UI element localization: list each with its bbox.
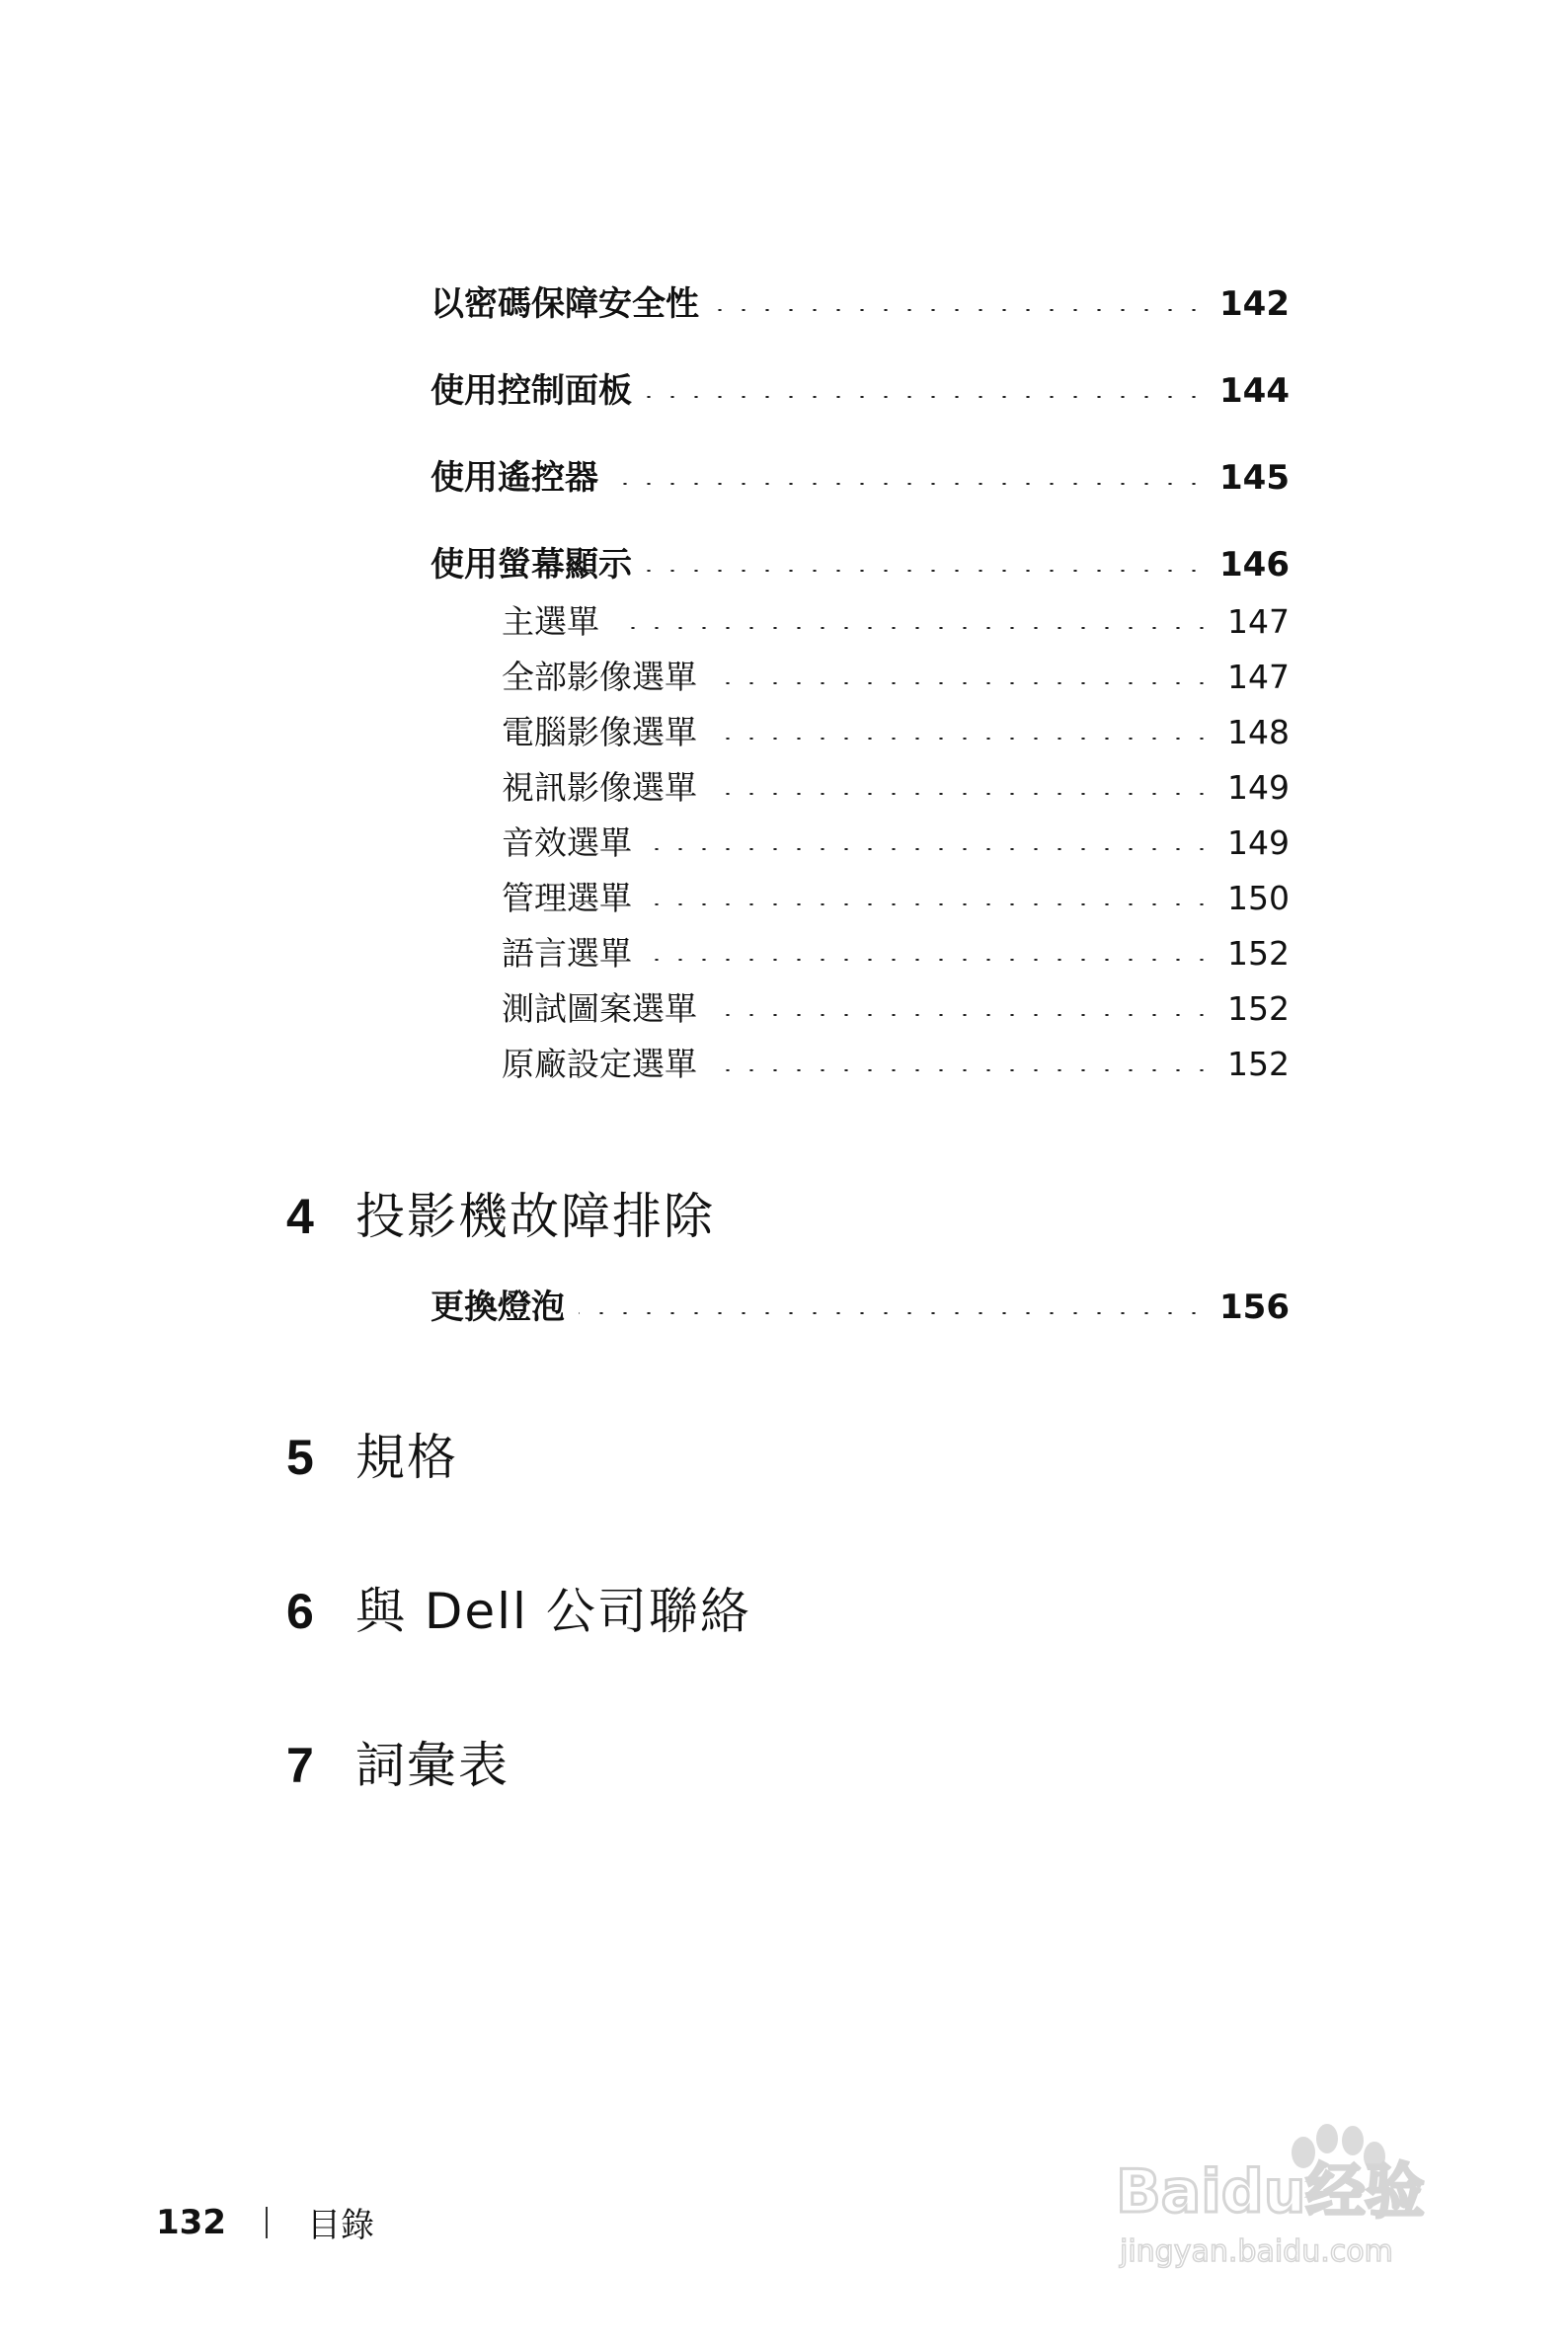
toc-subentry-title: 管理選單: [502, 879, 632, 917]
toc-subentry-page: 147: [1227, 602, 1290, 641]
toc-subentry-page: 147: [1227, 658, 1290, 696]
toc-subentry-page: 149: [1227, 768, 1290, 807]
baidu-watermark-logo: [1106, 2113, 1481, 2281]
toc-entry-title: 使用遙控器: [431, 458, 598, 498]
leader-dots: [646, 570, 1206, 572]
footer-section-label: 目錄: [306, 2206, 374, 2245]
toc-subentry[interactable]: [502, 818, 1290, 861]
leader-dots: [711, 1069, 1214, 1071]
toc-subentry-title: 全部影像選單: [502, 658, 697, 696]
watermark-brand: Baidu经验: [1116, 2157, 1425, 2227]
leader-dots: [711, 738, 1214, 740]
leader-dots: [612, 483, 1206, 485]
footer-page-number: 132: [156, 2202, 226, 2242]
leader-dots: [646, 396, 1206, 398]
paw-icon: [1106, 2113, 1481, 2281]
toc-entry-page: 156: [1219, 1288, 1290, 1327]
toc-entry-page: 142: [1219, 284, 1290, 324]
chapter-number: 5: [286, 1430, 314, 1485]
toc-entry[interactable]: [431, 1280, 1290, 1327]
chapter-title: 與 Dell 公司聯絡: [355, 1583, 751, 1640]
toc-entry-title: 使用控制面板: [431, 371, 632, 411]
leader-dots: [646, 959, 1214, 961]
leader-dots: [711, 682, 1214, 684]
toc-entry-page: 146: [1219, 545, 1290, 585]
toc-entry[interactable]: [431, 450, 1290, 498]
chapter-title: 詞彙表: [355, 1737, 510, 1794]
footer-divider: [266, 2207, 268, 2238]
toc-subentry[interactable]: [502, 1039, 1290, 1082]
toc-subentry-page: 152: [1227, 1045, 1290, 1083]
chapter-number: 4: [286, 1189, 314, 1244]
toc-subentry-page: 149: [1227, 823, 1290, 862]
chapter-heading[interactable]: [286, 1177, 715, 1248]
toc-subentry[interactable]: [502, 596, 1290, 640]
leader-dots: [713, 309, 1206, 311]
leader-dots: [613, 627, 1214, 629]
toc-entry-title: 更換燈泡: [431, 1288, 565, 1327]
toc-subentry[interactable]: [502, 762, 1290, 806]
toc-subentry-title: 語言選單: [502, 934, 632, 973]
chapter-heading[interactable]: [286, 1418, 458, 1489]
toc-subentry[interactable]: [502, 652, 1290, 695]
toc-subentry-title: 音效選單: [502, 823, 632, 862]
toc-subentry-title: 原廠設定選單: [502, 1045, 697, 1083]
toc-subentry-title: 主選單: [502, 602, 599, 641]
toc-subentry[interactable]: [502, 873, 1290, 916]
toc-subentry[interactable]: [502, 707, 1290, 750]
page-footer: [156, 2198, 374, 2246]
toc-entry-page: 145: [1219, 458, 1290, 498]
toc-entry[interactable]: [431, 276, 1290, 324]
chapter-title: 投影機故障排除: [355, 1188, 715, 1245]
leader-dots: [646, 848, 1214, 850]
chapter-number: 6: [286, 1584, 314, 1639]
watermark-url: jingyan.baidu.com: [1120, 2234, 1393, 2269]
toc-subentry-page: 152: [1227, 989, 1290, 1028]
chapter-heading[interactable]: [286, 1726, 510, 1797]
toc-subentry-title: 視訊影像選單: [502, 768, 697, 807]
toc-entry[interactable]: [431, 537, 1290, 585]
toc-subentry-page: 152: [1227, 934, 1290, 973]
chapter-number: 7: [286, 1738, 314, 1793]
toc-entry-title: 以密碼保障安全性: [431, 284, 699, 324]
toc-subentry[interactable]: [502, 928, 1290, 972]
leader-dots: [579, 1312, 1206, 1314]
toc-entry-page: 144: [1219, 371, 1290, 411]
toc-subentry-title: 電腦影像選單: [502, 713, 697, 751]
chapter-title: 規格: [355, 1429, 458, 1486]
toc-subentry-title: 測試圖案選單: [502, 989, 697, 1028]
toc-subentry-page: 150: [1227, 879, 1290, 917]
chapter-heading[interactable]: [286, 1572, 751, 1643]
toc-subentry[interactable]: [502, 983, 1290, 1027]
leader-dots: [711, 793, 1214, 795]
leader-dots: [646, 903, 1214, 905]
toc-subentry-page: 148: [1227, 713, 1290, 751]
leader-dots: [711, 1014, 1214, 1016]
toc-entry-title: 使用螢幕顯示: [431, 545, 632, 585]
toc-entry[interactable]: [431, 363, 1290, 411]
